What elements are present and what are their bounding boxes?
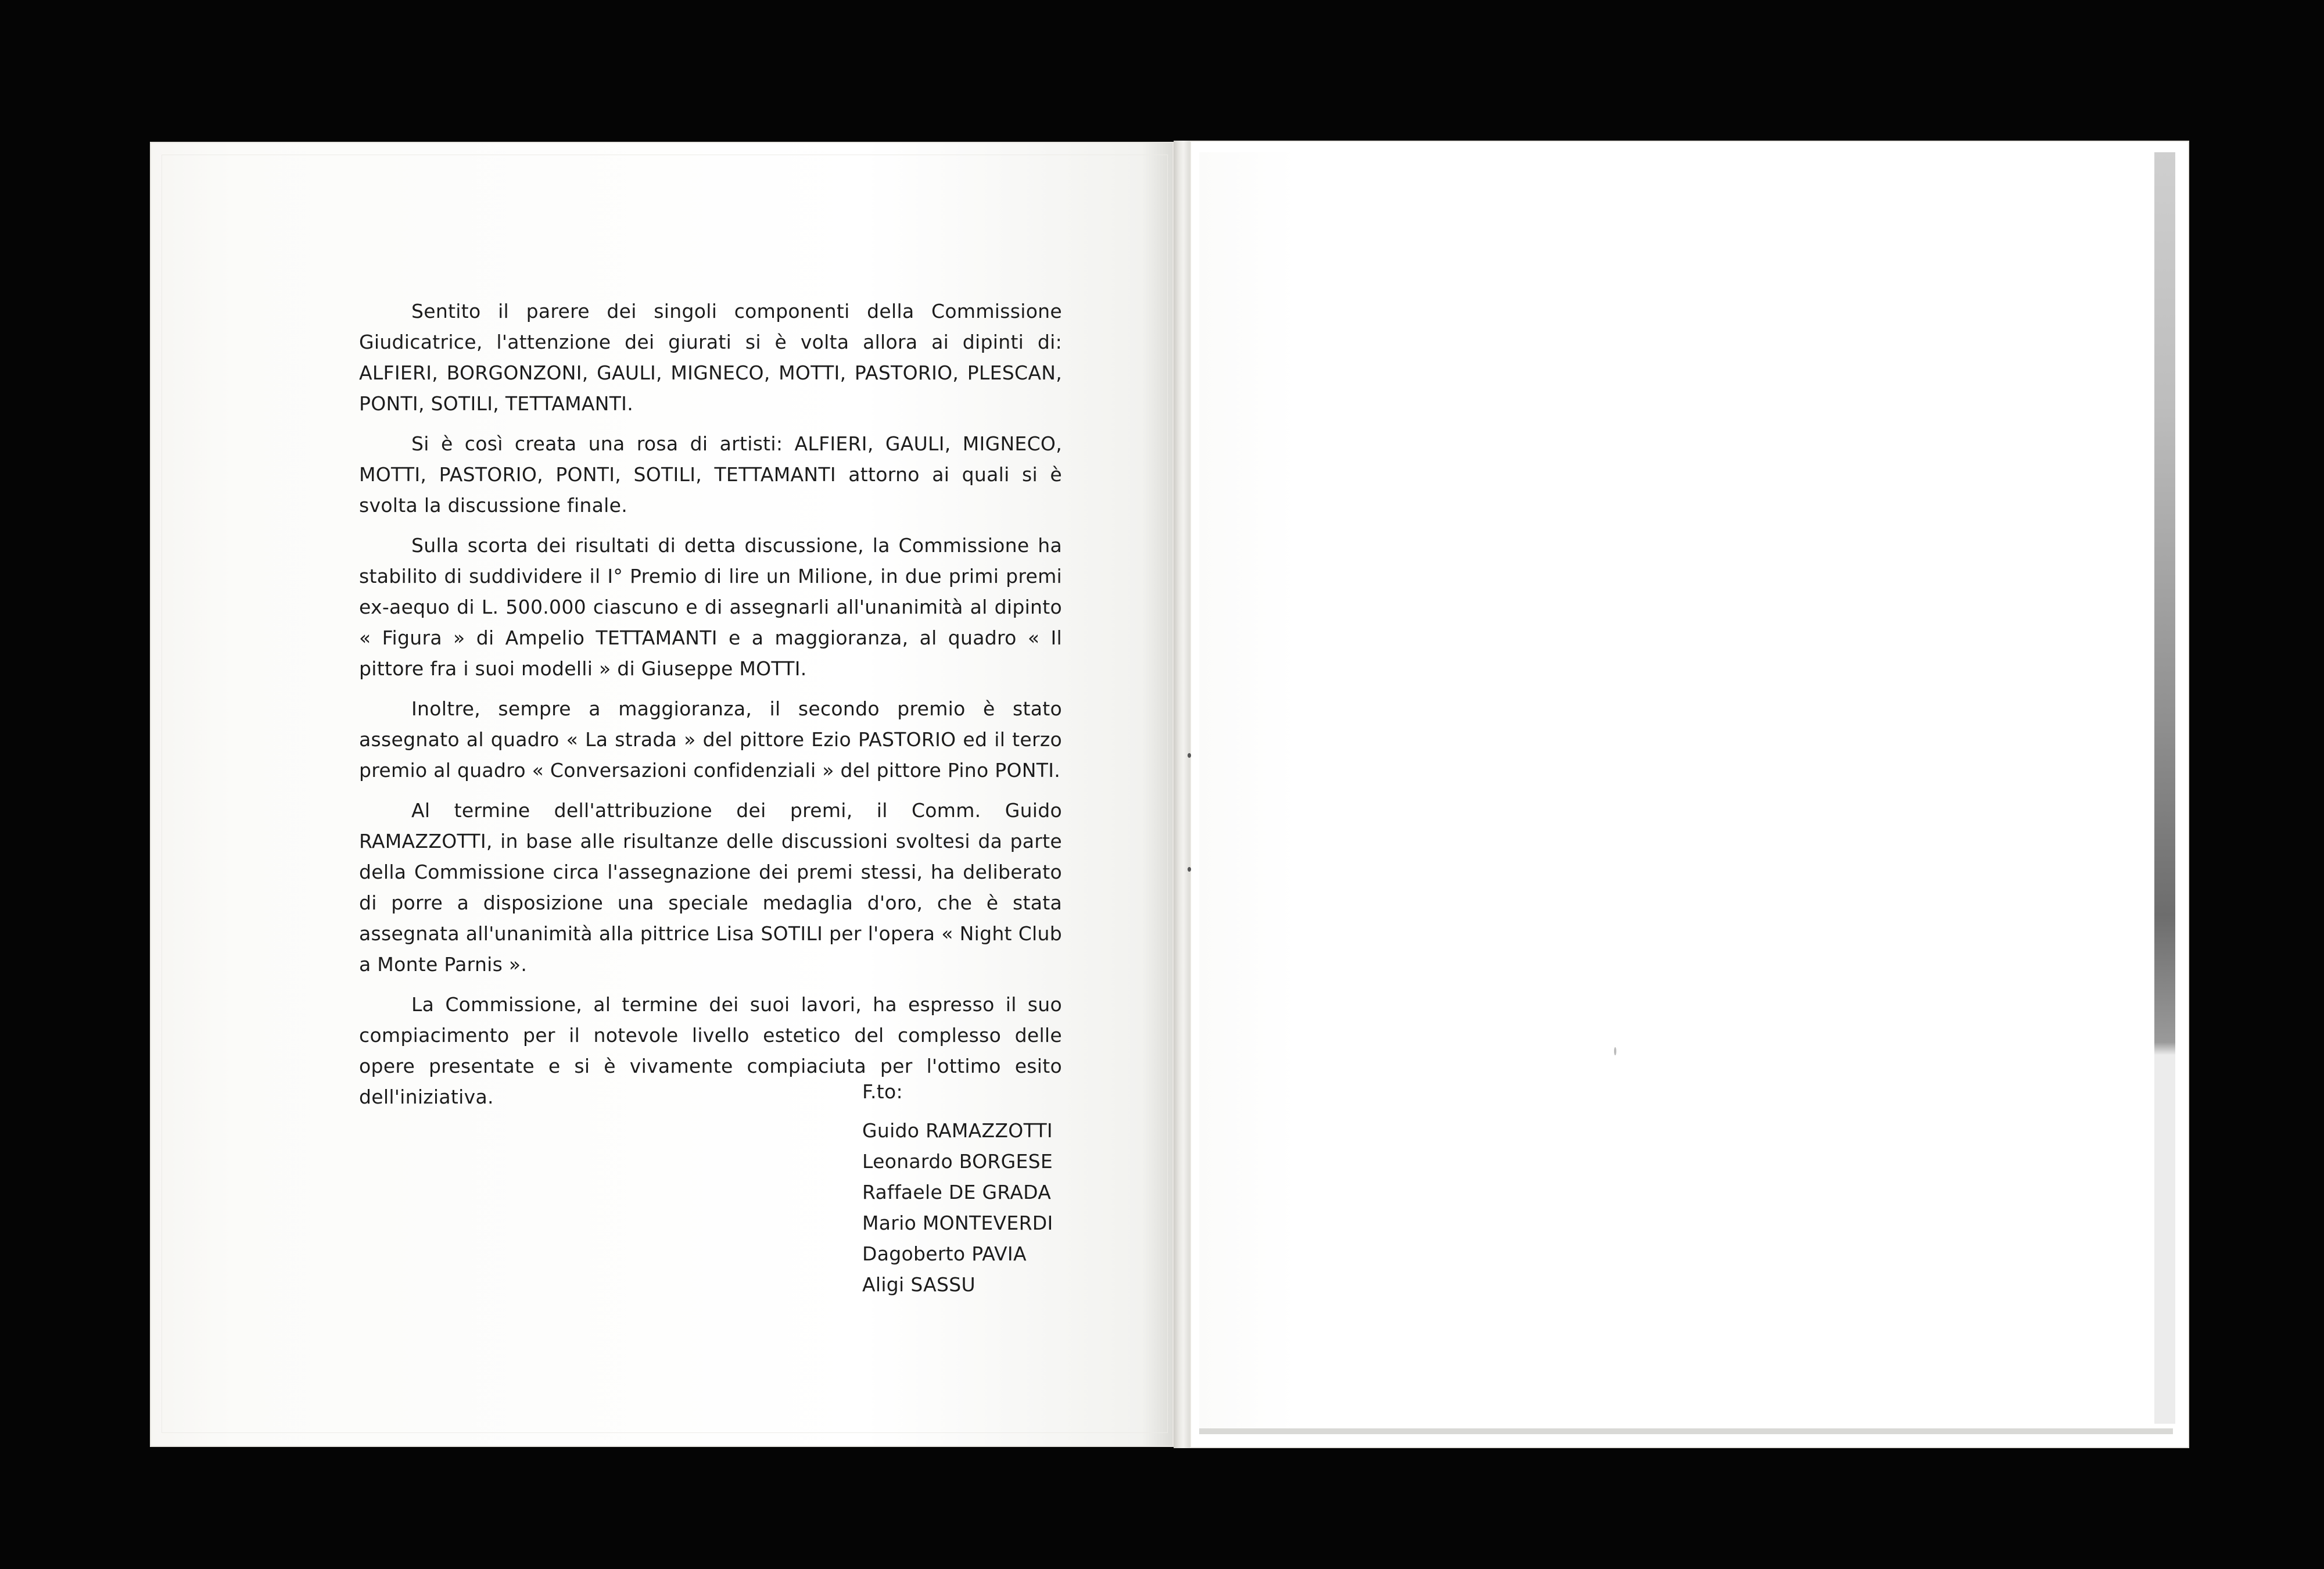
paragraph-2: Si è così creata una rosa di artisti: ALFIERI, GAULI, MIGNECO, MOTTI, PASTORIO, PONTI, SOTILI, TETTAMANTI attorno ai quali si è svolta la discussione finale. [359, 432, 1062, 517]
right-page-inner [1199, 152, 2173, 1434]
paper-speck [1188, 867, 1191, 872]
paragraph-1: Sentito il parere dei singoli componenti della Commissione Giudicatrice, l'attenzione dei giurati si è volta allora ai dipinti di: ALFIERI, BORGONZONI, GAULI, MIGNECO, MOTTI, PASTORIO, PLESCAN, PONTI, SOTILI, TETTAMANTI. [359, 300, 1062, 415]
paragraph-4: Inoltre, sempre a maggioranza, il secondo premio è stato assegnato al quadro « La strada » del pittore Ezio PASTORIO ed il terzo premio al quadro « Conversazioni confidenziali » del pittore Pino PONTI. [359, 697, 1062, 782]
right-page-blank [1190, 141, 2189, 1448]
signatory: Guido RAMAZZOTTI [862, 1119, 1053, 1142]
right-page-edge-strip [2154, 152, 2175, 1424]
paper-speck [1188, 753, 1191, 758]
paragraph-3: Sulla scorta dei risultati di detta discussione, la Commissione ha stabilito di suddividere il I° Premio di lire un Milione, in due primi premi ex-aequo di L. 500.000 ciascuno e di assegnarli all'unanimità al dipinto « Figura » di Ampelio TETTAMANTI e a maggioranza, al quadro « Il pittore fra i suoi modelli » di Giuseppe MOTTI. [359, 534, 1062, 680]
left-page [150, 142, 1174, 1447]
jury-report-text [359, 296, 1062, 1122]
signatory: Leonardo BORGESE [862, 1150, 1053, 1173]
signatory: Dagoberto PAVIA [862, 1242, 1027, 1265]
paper-speck [1614, 1047, 1616, 1055]
paragraph-6: La Commissione, al termine dei suoi lavori, ha espresso il suo compiacimento per il notevole livello estetico del complesso delle opere presentate e si è vivamente compiaciuta per l'ottimo esito dell'iniziativa. [359, 993, 1062, 1108]
signatory: Raffaele DE GRADA [862, 1181, 1052, 1203]
signatory: Mario MONTEVERDI [862, 1212, 1053, 1234]
booklet-spread [150, 141, 2189, 1448]
book-gutter [1174, 141, 1190, 1448]
signature-label: F.to: [862, 1080, 903, 1103]
signature-block [862, 1076, 1053, 1300]
signatory: Aligi SASSU [862, 1273, 975, 1296]
paragraph-5: Al termine dell'attribuzione dei premi, il Comm. Guido RAMAZZOTTI, in base alle risultanze delle discussioni svoltesi da parte della Commissione circa l'assegnazione dei premi stessi, ha deliberato di porre a disposizione una speciale medaglia d'oro, che è stata assegnata all'unanimità alla pittrice Lisa SOTILI per l'opera « Night Club a Monte Parnis ». [359, 799, 1062, 976]
right-page-bottom-edge [1199, 1428, 2173, 1434]
